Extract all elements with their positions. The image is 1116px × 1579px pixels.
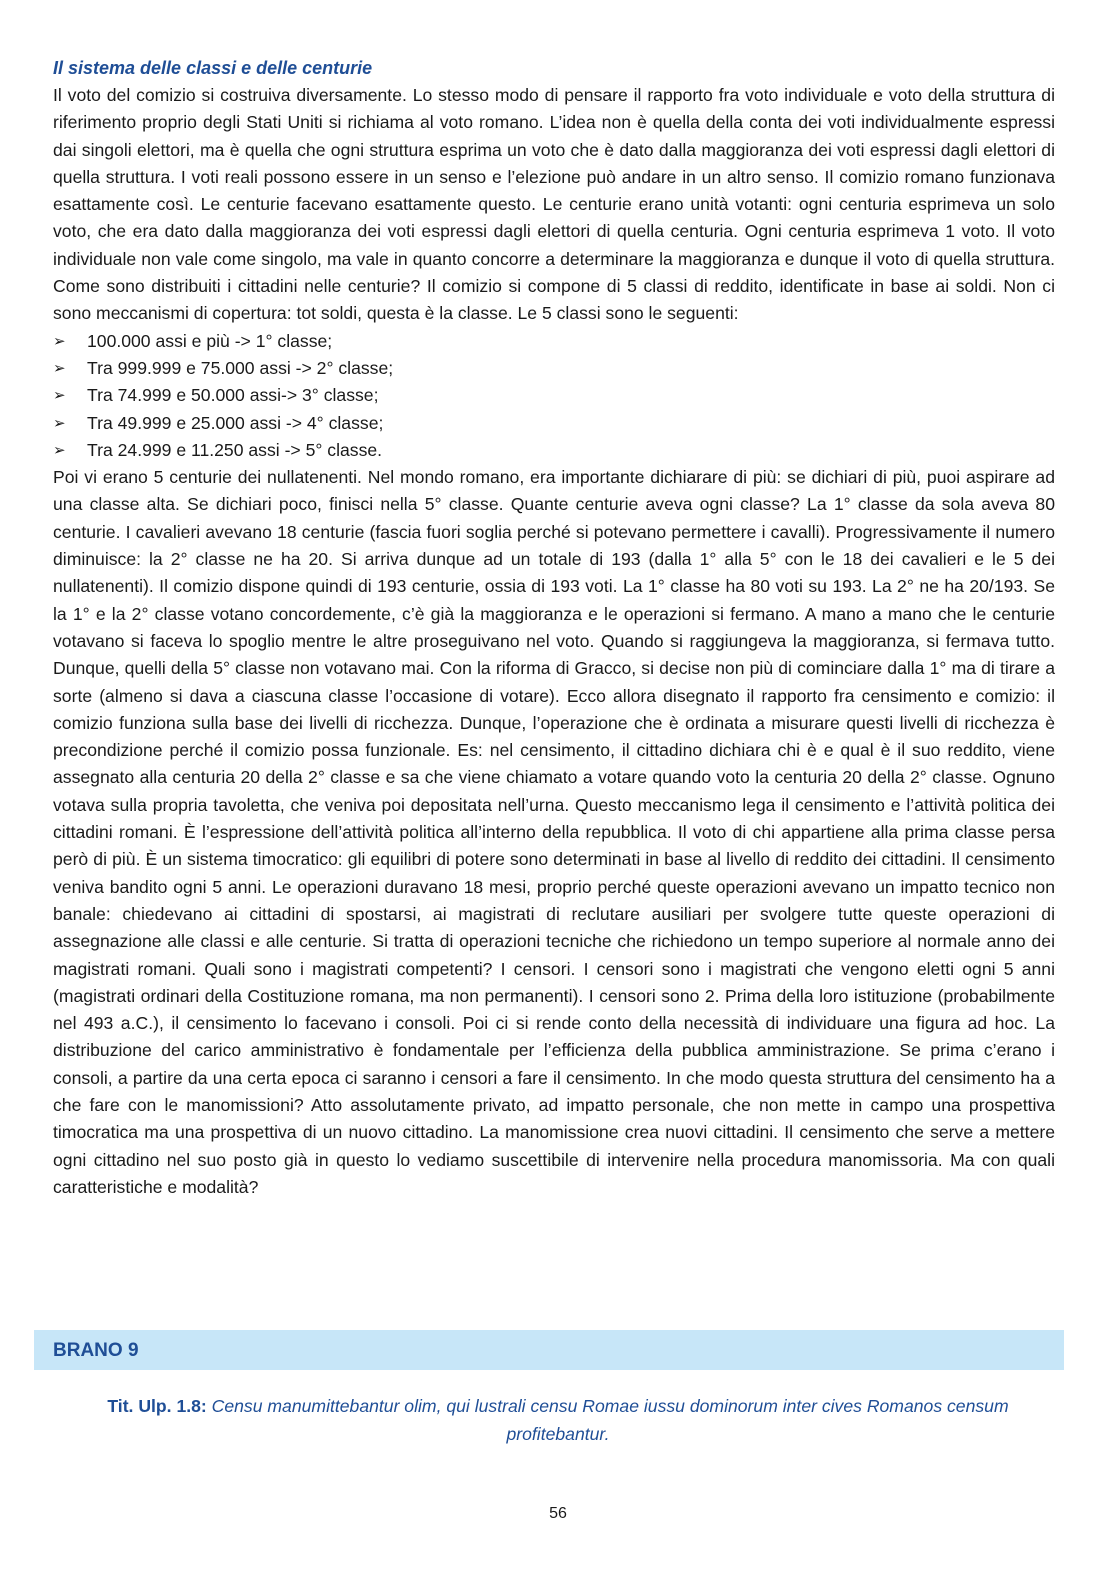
main-content (53, 55, 1055, 1201)
brano-title: BRANO 9 (53, 1340, 139, 1361)
arrow-bullet-icon: ➢ (53, 414, 66, 432)
brano-header-bar (34, 1330, 1064, 1370)
citation-reference: Tit. Ulp. 1.8: (107, 1396, 207, 1416)
citation-text: Censu manumittebantur olim, qui lustrali censu Romae iussu dominorum inter cives Romanos censum profitebantur. (211, 1396, 1009, 1444)
list-item-text: Tra 999.999 e 75.000 assi -> 2° classe; (87, 357, 394, 378)
latin-citation (60, 1393, 1056, 1448)
paragraph-body: Poi vi erano 5 centurie dei nullatenenti. Nel mondo romano, era importante dichiarare di più: se dichiari di più, puoi aspirare ad una classe alta. Se dichiari poco, finisci nella 5° classe. Quante centurie aveva ogni classe? La 1° classe da sola aveva 80 centurie. I cavalieri avevano 18 centurie (fascia fuori soglia perché si potevano permettere i cavalli). Progressivamente il numero diminuisce: la 2° classe ne ha 20. Si arriva dunque ad un totale di 193 (dalla 1° alla 5° con le 18 dei cavalieri e le 5 dei nullatenenti). Il comizio dispone quindi di 193 centurie, ossia di 193 voti. La 1° classe ha 80 voti su 193. La 2° ne ha 20/193. Se la 1° e la 2° classe votano concordemente, c’è già la maggioranza e le operazioni si fermano. A mano a mano che le centurie votavano si faceva lo spoglio mentre le altre proseguivano nel voto. Quando si raggiungeva la maggioranza, si fermava tutto. Dunque, quelli della 5° classe non votavano mai. Con la riforma di Gracco, si decise non più di cominciare dalla 1° ma di tirare a sorte (almeno si dava a ciascuna classe l’occasione di votare). Ecco allora disegnato il rapporto fra censimento e comizio: il comizio funziona sulla base dei livelli di ricchezza. Dunque, l’operazione che è ordinata a misurare questi livelli di ricchezza è precondizione perché il comizio possa funzionale. Es: nel censimento, il cittadino dichiara chi è e qual è il suo reddito, viene assegnato alla centuria 20 della 2° classe e sa che viene chiamato a votare quando voto la centuria 20 della 2° classe. Ognuno votava sulla propria tavoletta, che veniva poi depositata nell’urna. Questo meccanismo lega il censimento e l’attività politica dei cittadini romani. È l’espressione dell’attività politica all’interno della repubblica. Il voto di chi appartiene alla prima classe persa però di più. È un sistema timocratico: gli equilibri di potere sono determinati in base al livello di reddito dei cittadini. Il censimento veniva bandito ogni 5 anni. Le operazioni duravano 18 mesi, proprio perché queste operazioni avevano un impatto tecnico non banale: chiedevano ai cittadini di spostarsi, ai magistrati di reclutare ausiliari per svolgere tutte queste operazioni di assegnazione alle classi e alle centurie. Si tratta di operazioni tecniche che richiedono un tempo superiore al normale anno dei magistrati romani. Quali sono i magistrati competenti? I censori. I censori sono i magistrati che vengono eletti ogni 5 anni (magistrati ordinari della Costituzione romana, ma non permanenti). I censori sono 2. Prima della loro istituzione (probabilmente nel 493 a.C.), il censimento lo facevano i consoli. Poi ci si rende conto della necessità di individuare una figura ad hoc. La distribuzione del carico amministrativo è fondamentale per l’efficienza della pubblica amministrazione. Se prima c’erano i consoli, a partire da una certa epoca ci saranno i censori a fare il censimento. In che modo questa struttura del censimento ha a che fare con le manomissioni? Atto assolutamente privato, ad impatto personale, che non mette in campo una prospettiva timocratica ma una prospettiva di un nuovo cittadino. La manomissione crea nuovi cittadini. Il censimento che serve a mettere ogni cittadino nel suo posto già in questo lo vediamo suscettibile di intervenire nella procedura manomissoria. Ma con quali caratteristiche e modalità? (53, 467, 1055, 1197)
list-item-text: Tra 24.999 e 11.250 assi -> 5° classe. (87, 439, 383, 460)
class-list (53, 328, 1055, 464)
list-item-text: Tra 49.999 e 25.000 assi -> 4° classe; (87, 412, 384, 433)
list-item (53, 410, 1055, 437)
list-item (53, 355, 1055, 382)
arrow-bullet-icon: ➢ (53, 359, 66, 377)
list-item-text: Tra 74.999 e 50.000 assi-> 3° classe; (87, 385, 379, 406)
arrow-bullet-icon: ➢ (53, 441, 66, 459)
list-item-text: 100.000 assi e più -> 1° classe; (87, 330, 333, 351)
list-item (53, 437, 1055, 464)
paragraph-intro: Il voto del comizio si costruiva diversamente. Lo stesso modo di pensare il rapporto fra voto individuale e voto della struttura di riferimento proprio degli Stati Uniti si richiama al voto romano. L’idea non è quella della conta dei voti individualmente espressi dai singoli elettori, ma è quella che ogni struttura esprima un voto che è dato dalla maggioranza dei voti espressi dagli elettori di quella struttura. I voti reali possono essere in un senso e l’elezione può andare in un altro senso. Il comizio romano funzionava esattamente così. Le centurie facevano esattamente questo. Le centurie erano unità votanti: ogni centuria esprimeva un solo voto, che era dato dalla maggioranza dei voti espressi dagli elettori di quella centuria. Ogni centuria esprimeva 1 voto. Il voto individuale non vale come singolo, ma vale in quanto concorre a determinare la maggioranza e dunque il voto di quella struttura. Come sono distribuiti i cittadini nelle centurie? Il comizio si compone di 5 classi di reddito, identificate in base ai soldi. Non ci sono meccanismi di copertura: tot soldi, questa è la classe. Le 5 classi sono le seguenti: (53, 85, 1055, 324)
page-number: 56 (549, 1505, 567, 1522)
list-item (53, 328, 1055, 355)
section-title: Il sistema delle classi e delle centurie (53, 58, 373, 78)
arrow-bullet-icon: ➢ (53, 332, 66, 350)
list-item (53, 382, 1055, 409)
arrow-bullet-icon: ➢ (53, 387, 66, 405)
